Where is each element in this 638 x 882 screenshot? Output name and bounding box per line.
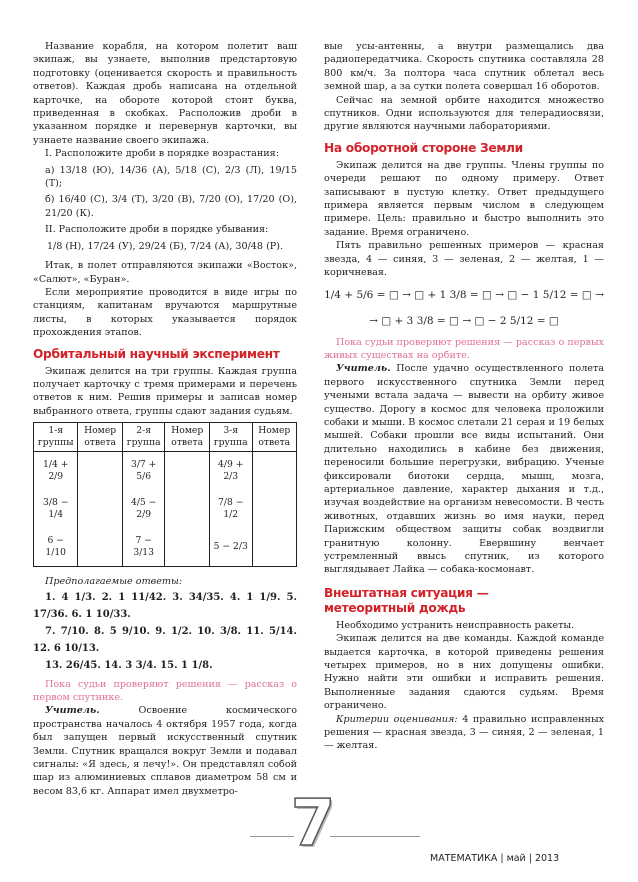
left-column: [33, 40, 297, 798]
section-heading-meteor-line2: метеоритный дождь: [324, 600, 466, 615]
teacher-paragraph-2: [324, 362, 604, 577]
table-cell: 3/8 − 1/4: [34, 490, 78, 528]
answers-line: 13. 26/45. 14. 3 3/4. 15. 1 1/8.: [45, 659, 213, 671]
table-header: Номер ответа: [252, 423, 296, 452]
table-cell: [252, 528, 296, 567]
intro-paragraph: Название корабля, на котором полетит ваш экипаж, вы узнаете, выполнив предстартовую подготовку (оценивается скорость и правильность ответов). Каждая дробь написана на отдельной карточке, на обороте которой стоит буква, приведенная в скобках. Расположив дроби в указанном порядке и перевернув карточки, вы узнаете название своего экипажа.: [33, 41, 297, 146]
table-header: Номер ответа: [165, 423, 209, 452]
journal-name: МАТЕМАТИКА: [430, 853, 498, 864]
journal-footer: [430, 853, 559, 864]
table-cell: [165, 490, 209, 528]
table-cell: 5 − 2/3: [209, 528, 252, 567]
section-heading-meteor-line1: Внештатная ситуация —: [324, 585, 489, 600]
table-cell: 1/4 + 2/9: [34, 452, 78, 491]
section-heading-meteor: [324, 586, 604, 616]
table-cell: 7 − 3/13: [122, 528, 165, 567]
table-cell: 6 − 1/10: [34, 528, 78, 567]
table-cell: [78, 528, 122, 567]
journal-month: май: [506, 853, 526, 864]
right-column: [324, 40, 604, 753]
table-header: Номер ответа: [78, 423, 122, 452]
table-row: [34, 528, 297, 567]
example-chain-1: 1/4 + 5/6 = □ → □ + 1 3/8 = □ → □ − 1 5/12 = □ →: [324, 288, 604, 301]
footer-separator: |: [528, 853, 532, 864]
stations-paragraph: Если мероприятие проводится в виде игры по станциям, капитанам вручаются маршрутные листы, в которых указывается порядок прохождения этапов.: [33, 286, 297, 339]
task-1b: б) 16/40 (С), 3/4 (Т), 3/20 (В), 7/20 (О), 17/20 (О), 21/20 (К).: [45, 194, 297, 219]
answers-line: 7. 7/10. 8. 5 9/10. 9. 1/2. 10. 3/8. 11. 5/14. 12. 6 10/13.: [33, 625, 297, 654]
table-header: 2-я группа: [122, 423, 165, 452]
judges-note-2: Пока судьи проверяют решения — рассказ о первых живых существах на орбите.: [324, 336, 604, 361]
answers-line: 1. 4 1/3. 2. 1 11/42. 3. 34/35. 4. 1 1/9. 5. 17/36. 6. 1 10/33.: [33, 591, 297, 620]
teacher-paragraph: [33, 704, 297, 798]
table-row: [34, 452, 297, 491]
table-cell: 7/8 − 1/2: [209, 490, 252, 528]
table-cell: [252, 490, 296, 528]
table-cell: [252, 452, 296, 491]
experiment-paragraph: Экипаж делится на три группы. Каждая группа получает карточку с тремя примерами и перечень ответов к ним. Решив примеры и записав номер выбранного ответа, группы сдают задания судьям.: [33, 365, 297, 417]
table-cell: [165, 528, 209, 567]
groups-table: [33, 422, 297, 567]
orbit-paragraph: Сейчас на земной орбите находится множество спутников. Одни используются для телерадиосвязи, другие являются научными лабораториями.: [324, 94, 604, 133]
table-cell: [78, 490, 122, 528]
table-cell: [165, 452, 209, 491]
table-cell: 4/9 + 2/3: [209, 452, 252, 491]
result-paragraph: Итак, в полет отправляются экипажи «Восток», «Салют», «Буран».: [33, 260, 297, 285]
footer-rule-right: [330, 836, 420, 837]
page-number: 7: [290, 787, 336, 861]
judges-note: Пока судьи проверяют решения — рассказ о первом спутнике.: [33, 678, 297, 703]
criteria-label: Критерии оценивания:: [336, 713, 458, 725]
teacher-text: После удачно осуществленного полета первого искусственного спутника Земли перед учеными встала задача — вывести на орбиту живое существо. Дорогу в космос для человека проложили собаки и мыши. В космос слетали 21 серая и 19 белых мышей. Собаки прошли все виды испытаний. Они длительно находились в кабине без движения, переносили большие перегрузки, вибрацию. Ученые фиксировали биотоки сердца, мышц, мозга, артериальное давление, характер дыхания и т.д., изучая воздействие на организм невесомости. В честь животных, отдавших жизнь во имя науки, перед Парижским обществом защиты собак воздвигли гранитную колонну. Евервшину венчает устремленный ввысь спутник, из которого выглядывает Лайка — собака-космонавт.: [324, 363, 604, 576]
teacher-label: Учитель.: [336, 363, 391, 375]
criteria-text: 4 правильно исправленных решения — красная звезда, 3 — синяя, 2 — зеленая, 1 — желтая.: [324, 713, 604, 752]
meteor-paragraph-2: Экипаж делится на две команды. Каждой команде выдается карточка, в которой приведены решения четырех примеров, но в них допущены ошибки. Нужно найти эти ошибки и исправить решения. Выполненные задания сдаются судьям. Время ограничено.: [324, 633, 604, 712]
dark-side-paragraph: Экипаж делится на две группы. Члены группы по очереди решают по одному примеру. Ответ записывают в пустую клетку. Ответ предыдущего примера является первым числом в следующем примере. Цель: правильно и быстро выполнить это задание. Время ограничено.: [324, 159, 604, 238]
table-cell: [78, 452, 122, 491]
section-heading-dark-side: На оборотной стороне Земли: [324, 140, 523, 155]
task-2-heading: II. Расположите дроби в порядке убывания:: [45, 224, 269, 236]
journal-year: 2013: [534, 853, 560, 864]
table-row: [34, 490, 297, 528]
table-cell: 4/5 − 2/9: [122, 490, 165, 528]
table-cell: 3/7 + 5/6: [122, 452, 165, 491]
task-2-line: 1/8 (Н), 17/24 (У), 29/24 (Б), 7/24 (А), 30/48 (Р).: [46, 240, 284, 252]
teacher-label: Учитель.: [45, 705, 100, 717]
teacher-text: Освоение космического пространства началось 4 октября 1957 года, когда был запущен первый искусственный спутник Земли. Спутник вращался вокруг Земли и подавал сигналы: «Я здесь, я лечу!». Он представлял собой шар из алюминиевых сплавов диаметром 58 см и весом 83,6 кг. Аппарат имел двухметро-: [33, 705, 297, 797]
criteria-paragraph: [324, 713, 604, 753]
meteor-paragraph-1: Необходимо устранить неисправность ракеты.: [336, 619, 575, 631]
section-heading-orbital: Орбитальный научный эксперимент: [33, 346, 280, 361]
footer-separator: |: [500, 853, 504, 864]
table-header: 1-я группы: [34, 423, 78, 452]
answers-title: Предполагаемые ответы:: [45, 576, 183, 588]
task-1a: а) 13/18 (Ю), 14/36 (А), 5/18 (С), 2/3 (Л), 19/15 (Т);: [45, 164, 297, 190]
table-header: 3-я группа: [209, 423, 252, 452]
score-paragraph: Пять правильно решенных примеров — красная звезда, 4 — синяя, 3 — зеленая, 2 — желтая, 1 —коричневая.: [324, 240, 604, 279]
task-1-heading: I. Расположите дроби в порядке возрастания:: [45, 148, 279, 160]
table-header-row: [34, 423, 297, 452]
example-chain-2: → □ + 3 3/8 = □ → □ − 2 5/12 = □: [369, 314, 559, 327]
satellite-continuation: вые усы-антенны, а внутри размещались два радиопередатчика. Скорость спутника составляла 28 800 км/ч. За полтора часа спутник облетал весь земной шар, а за сутки полета совершал 16 оборотов.: [324, 41, 604, 93]
